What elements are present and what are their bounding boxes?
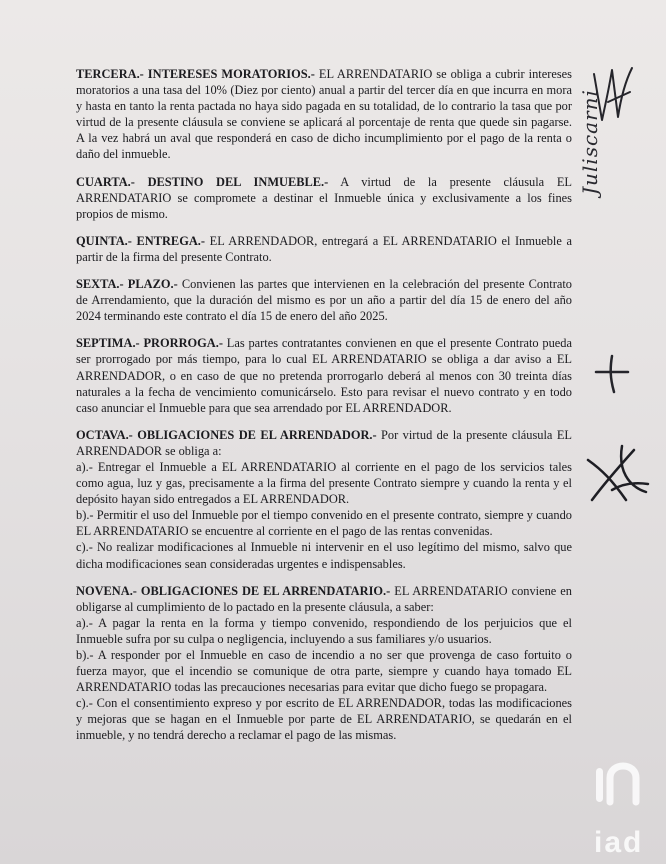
iad-logo-mark-icon bbox=[590, 748, 654, 820]
clause-heading: CUARTA.- DESTINO DEL INMUEBLE.- bbox=[76, 174, 329, 189]
obligation-item: b).- A responder por el Inmueble en caso de incendio a no ser que provenga de caso fortuito o fuerza mayor, que el incendio se comunique de otra parte, siempre y cuando haya tomado EL ARRENDATARIO todas las precauciones necesarias para evitar que dicho fuego se propagara. bbox=[76, 648, 572, 695]
clause-quinta bbox=[76, 233, 572, 265]
clause-body: A virtud de la presente cláusula EL ARRENDATARIO se compromete a destinar el Inmueble única y exclusivamente a los fines propios de mismo. bbox=[76, 174, 572, 221]
clause-octava bbox=[76, 427, 572, 572]
clause-heading: TERCERA.- INTERESES MORATORIOS.- bbox=[76, 67, 315, 81]
iad-logo bbox=[590, 748, 660, 858]
clause-heading: OCTAVA.- OBLIGACIONES DE EL ARRENDADOR.- bbox=[76, 427, 377, 442]
clause-septima bbox=[76, 335, 572, 415]
clause-body: Las partes contratantes convienen en que el presente Contrato pueda ser prorrogado por más tiempo, para lo cual EL ARRENDATARIO se obliga a dar aviso a EL ARRENDADOR, o en caso de que no pretenda prorrogarlo deberá al menos con 30 treinta días naturales a la fecha de vencimiento comunicárselo. Esto para revisar el nuevo contrato y en todo caso anunciar el Inmueble para que sea arrendado por EL ARRENDADOR. bbox=[76, 336, 572, 415]
clause-heading: SEPTIMA.- PRORROGA.- bbox=[76, 336, 223, 351]
contract-text bbox=[76, 66, 572, 755]
margin-signature-name: Juliscarni bbox=[578, 89, 602, 195]
obligation-item: c).- Con el consentimiento expreso y por escrito de EL ARRENDADOR, todas las modificaciones y mejoras que se hagan en el Inmueble por parte de EL ARRENDATARIO, se quedarán en el inmueble, y no tendrá derecho a reclamar el pago de las mismas. bbox=[76, 696, 572, 743]
clause-body: EL ARRENDATARIO se obliga a cubrir intereses moratorios a una tasa del 10% (Diez por ciento) anual a partir del tercer día en que incurra en mora y hasta en tanto la renta pactada no haya sido pagada en su totalidad, de lo contrario la tasa que por virtud de la presente cláusula se conviene se aplicará al porcentaje de renta que quede sin pagarse. A la vez habrá un aval que responderá en caso de dicho incumplimiento por el pago de la renta o daño del inmueble. bbox=[76, 67, 573, 162]
logo-wordmark: iad bbox=[594, 826, 644, 859]
clause-body: Convienen las partes que intervienen en la celebración del presente Contrato de Arrendamiento, que la duración del mismo es por un año a partir del día 15 de enero del año 2024 terminando este contrato el día 15 de enero del año 2025. bbox=[76, 277, 572, 324]
handwritten-signature-icon bbox=[582, 440, 654, 516]
clause-novena bbox=[76, 583, 572, 744]
obligation-item: a).- Entregar el Inmueble a EL ARRENDATARIO al corriente en el pago de los servicios tales como agua, luz y gas, precisamente a la firma del presente Contrato siempre y cuando la renta y el depósito hayan sido entregados a EL ARRENDADOR. bbox=[76, 459, 572, 507]
clause-body: EL ARRENDADOR, entregará a EL ARRENDATARIO el Inmueble a partir de la firma del presente Contrato. bbox=[76, 233, 572, 264]
clause-cuarta bbox=[76, 174, 572, 222]
clause-heading: QUINTA.- ENTREGA.- bbox=[76, 233, 205, 248]
clause-heading: SEXTA.- PLAZO.- bbox=[76, 277, 178, 292]
clause-sexta bbox=[76, 276, 572, 324]
clause-body: EL ARRENDATARIO conviene en obligarse al cumplimiento de lo pactado en la presente cláusula, a saber: bbox=[76, 583, 572, 614]
clause-tercera bbox=[76, 66, 572, 163]
initial-x-mark-icon bbox=[588, 350, 634, 396]
obligation-item: c).- No realizar modificaciones al Inmueble ni intervenir en el uso legítimo del mismo, salvo que dicha modificaciones sean consideradas urgentes e indispensables. bbox=[76, 540, 572, 571]
obligation-item: a).- A pagar la renta en la forma y tiempo convenido, respondiendo de los perjuicios que el Inmueble sufra por su culpa o negligencia, incluyendo a sus familiares y/o usuarios. bbox=[76, 615, 572, 646]
clause-heading: NOVENA.- OBLIGACIONES DE EL ARRENDATARIO.- bbox=[76, 583, 391, 598]
clause-body: Por virtud de la presente cláusula EL ARRENDADOR se obliga a: bbox=[76, 427, 572, 458]
obligation-item: b).- Permitir el uso del Inmueble por el tiempo convenido en el presente contrato, siempre y cuando EL ARRENDATARIO se encuentre al corriente en el pago de las rentas convenidas. bbox=[76, 508, 572, 539]
